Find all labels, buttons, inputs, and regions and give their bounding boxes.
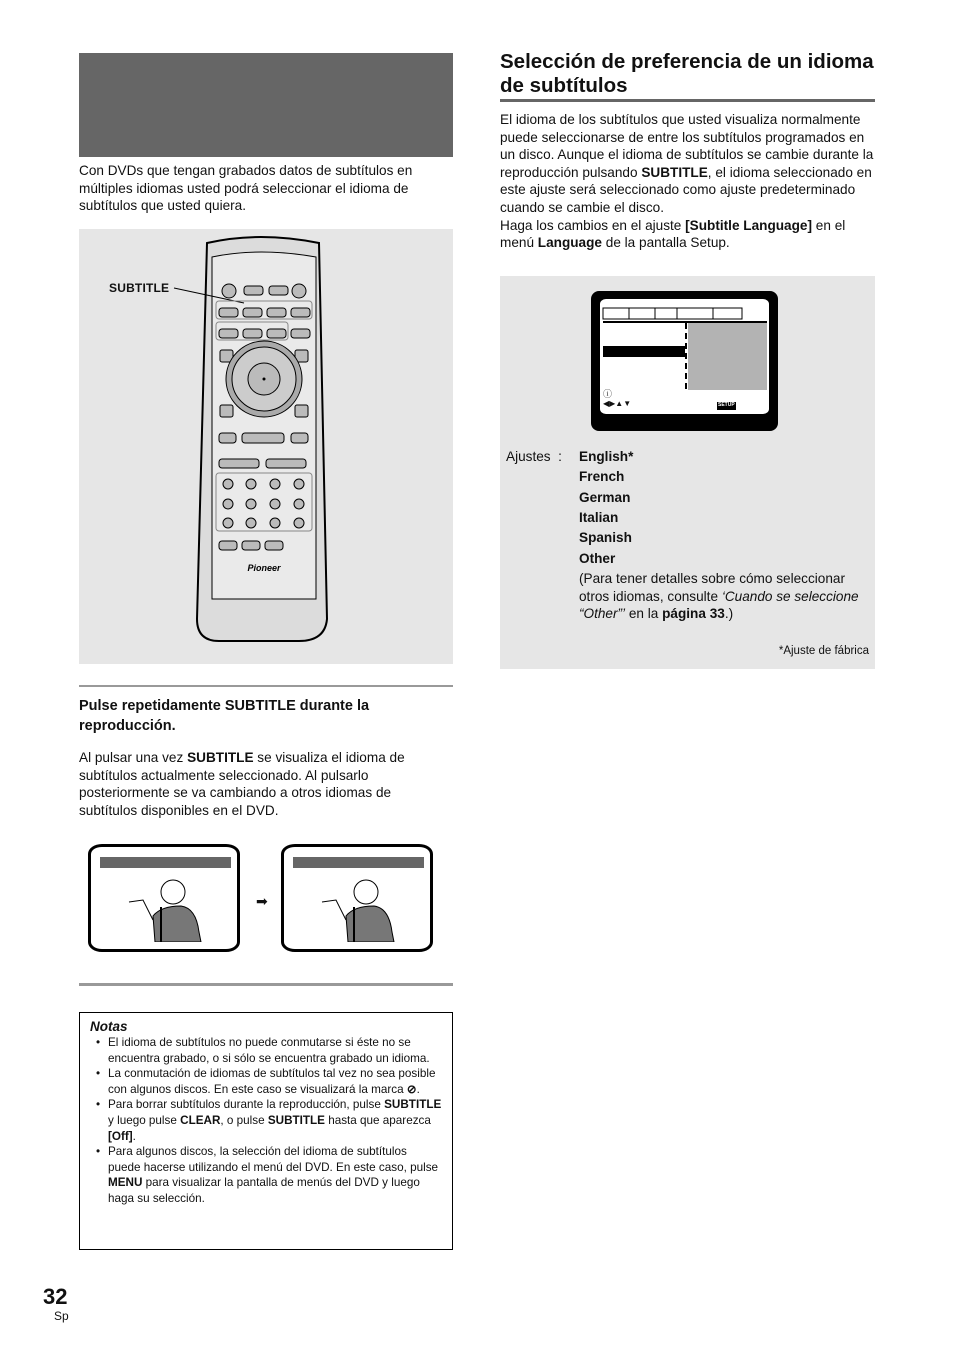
remote-illustration-panel	[79, 229, 453, 664]
option-german: German	[579, 490, 631, 505]
tv-screen-before	[88, 844, 240, 952]
settings-label: Ajustes :	[506, 449, 562, 464]
subtitle-bar	[100, 857, 231, 868]
option-french: French	[579, 469, 625, 484]
subtitle-bar	[293, 857, 424, 868]
prohibited-icon: ⊘	[406, 1082, 417, 1096]
option-english: English*	[579, 449, 634, 464]
factory-default-footnote: *Ajuste de fábrica	[778, 645, 869, 657]
step-heading: Pulse repetidamente SUBTITLE durante la reproducción.	[79, 698, 370, 734]
notes-box	[79, 1012, 453, 1250]
info-icon: ⓘ	[603, 389, 613, 399]
note-item: • Para borrar subtítulos durante la reproducción, pulse SUBTITLE y luego pulse CLEAR, o pulse SUBTITLE hasta que aparezca [Off].	[100, 1097, 442, 1144]
note-item: • El idioma de subtítulos no puede conmutarse si éste no se encuentra grabado, o si sólo se encuentra grabado un idioma.	[100, 1035, 442, 1066]
setup-badge: SETUP	[718, 402, 735, 408]
intro-paragraph: Con DVDs que tengan grabados datos de subtítulos en múltiples idiomas usted podrá seleccionar el idioma de subtítulos que usted quiera.	[79, 163, 413, 214]
other-option-note: (Para tener detalles sobre cómo seleccionar otros idiomas, consulte ‘Cuando se seleccione “Other”’ en la página 33.)	[579, 571, 859, 622]
setup-screen-illustration	[591, 291, 778, 431]
page-reference-link[interactable]: página 33	[662, 606, 725, 622]
presenter-figure-icon	[121, 872, 216, 942]
arrow-right-icon: ➡	[256, 893, 268, 909]
setup-menu-mock	[600, 299, 769, 414]
notes-title: Notas	[90, 1019, 128, 1034]
notes-list	[88, 1035, 442, 1207]
description-paragraph-2: Haga los cambios en el ajuste [Subtitle Language] en el menú Language de la pantalla Setup.	[500, 217, 846, 251]
note-item: • La conmutación de idiomas de subtítulos tal vez no sea posible con algunos discos. En este caso se visualizará la marca ⊘.	[100, 1066, 442, 1097]
presenter-figure-icon	[314, 872, 409, 942]
page-language: Sp	[54, 1309, 69, 1323]
navigation-arrows-icon: ◀▶▲▼	[603, 399, 632, 408]
option-other: Other	[579, 551, 616, 566]
note-item: • Para algunos discos, la selección del idioma de subtítulos puede hacerse utilizando el menú del DVD. En este caso, pulse MENU para visualizar la pantalla de menús del DVD y luego haga su selección.	[100, 1144, 442, 1206]
tv-screen-after	[281, 844, 433, 952]
section-divider	[79, 983, 453, 986]
subtitle-callout-label: SUBTITLE	[109, 281, 170, 295]
option-spanish: Spanish	[579, 530, 632, 545]
svg-text:Pioneer: Pioneer	[247, 563, 281, 573]
section-divider	[79, 685, 453, 687]
section-header-band	[79, 53, 453, 157]
option-italian: Italian	[579, 510, 619, 525]
title-underline	[500, 99, 875, 102]
step-paragraph: Al pulsar una vez SUBTITLE se visualiza el idioma de subtítulos actualmente seleccionado. Al pulsarlo posteriormente se va cambiando a otros idiomas de subtítulos disponibles en el DVD.	[79, 750, 405, 818]
page-title: Selección de preferencia de un idioma de subtítulos	[500, 50, 874, 97]
description-paragraph-1: El idioma de los subtítulos que usted visualiza normalmente puede seleccionarse de entre los subtítulos programados en un disco. Aunque el idioma de subtítulos se cambie durante la reproducción pulsando SUBTITLE, el idioma seleccionado en este ajuste será seleccionado como ajuste predeterminado cuando se cambie el disco.	[500, 112, 874, 215]
page-number: 32	[43, 1284, 68, 1309]
description	[500, 111, 875, 252]
